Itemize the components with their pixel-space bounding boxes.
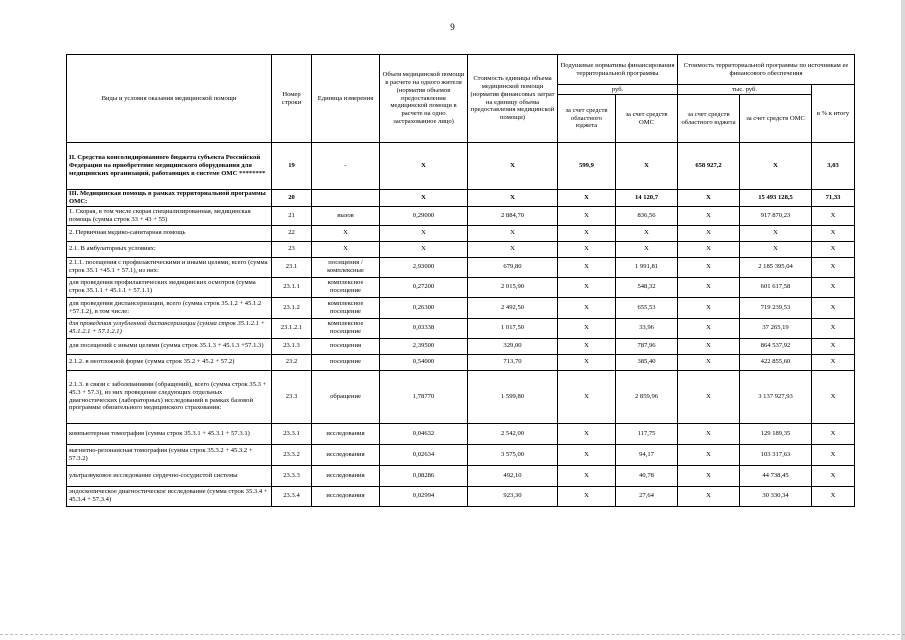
row-label: II. Средства консолидированного бюджета субъекта Российской Федерации на приобретение медицинского оборудования для медицинских организаций, работающих в системе ОМС ******** (67, 143, 272, 190)
cell-tot-budget: 658 927,2 (678, 143, 740, 190)
cell-vol: X (380, 241, 468, 257)
header-row-number: Номер строки (272, 55, 312, 143)
header-thous-rub: тыс. руб. (678, 85, 812, 95)
cell-cost: 1 599,80 (468, 370, 558, 423)
cell-pc-oms: X (616, 225, 678, 241)
cell-num: 23 (272, 241, 312, 257)
cell-pc-oms: 14 120,7 (616, 190, 678, 207)
cell-tot-budget: X (678, 486, 740, 506)
cell-pc-budget: X (558, 318, 616, 338)
cell-tot-oms: 719 239,53 (740, 297, 812, 318)
cell-num: 23.3.3 (272, 465, 312, 486)
cell-num: 23.1.2 (272, 297, 312, 318)
cell-cost: X (468, 241, 558, 257)
cell-tot-budget: X (678, 225, 740, 241)
cell-pc-budget: X (558, 190, 616, 207)
cell-vol: X (380, 190, 468, 207)
cell-pc-budget: 599,9 (558, 143, 616, 190)
cell-pc-oms: X (616, 241, 678, 257)
cell-num: 23.3 (272, 370, 312, 423)
cell-tot-budget: X (678, 370, 740, 423)
header-kind: Виды и условия оказания медицинской помощи (67, 55, 272, 143)
row-label: 2.1.3. в связи с заболеваниями (обращений), всего (сумма строк 35.3 + 45.3 + 57.3), из них проведение следующих отдельных диагностических (лабораторных) исследований в рамках базовой программы обязательного медицинского страхования: (67, 370, 272, 423)
cell-tot-budget: X (678, 257, 740, 277)
cell-pc-budget: X (558, 354, 616, 370)
cell-vol: 0,04632 (380, 423, 468, 444)
header-unit: Единица измерения (312, 55, 380, 143)
header-per-capita: Подушевые нормативы финансирования территориальной программы (558, 55, 678, 85)
cell-num: 23.3.1 (272, 423, 312, 444)
row-label: 2.1. В амбулаторных условиях: (67, 241, 272, 257)
cell-tot-oms: 422 855,60 (740, 354, 812, 370)
row-label: 2.1.1. посещения с профилактическими и иными целями, всего (сумма строк 35.1 +45.1 + 57.1), из них: (67, 257, 272, 277)
cell-num: 23.1.1 (272, 277, 312, 297)
cell-cost: X (468, 190, 558, 207)
cell-cost: 3 575,00 (468, 444, 558, 465)
table-row (67, 486, 855, 506)
cell-tot-oms: 15 493 128,5 (740, 190, 812, 207)
cell-vol: 2,93000 (380, 257, 468, 277)
cell-unit: посещения (312, 338, 380, 354)
cell-cost: 2 015,90 (468, 277, 558, 297)
cell-pct: X (812, 241, 855, 257)
cell-tot-oms: 103 317,63 (740, 444, 812, 465)
cell-unit: посещение (312, 354, 380, 370)
cell-vol: 0,26300 (380, 297, 468, 318)
cell-tot-budget: X (678, 338, 740, 354)
cell-pc-budget: X (558, 444, 616, 465)
cell-pc-budget: X (558, 297, 616, 318)
cell-pct: X (812, 370, 855, 423)
table-row (67, 338, 855, 354)
row-label: для проведения профилактических медицинских осмотров (сумма строк 35.1.1 + 45.1.1 + 57.1.1) (67, 277, 272, 297)
cell-unit: комплексное посещение (312, 277, 380, 297)
row-label: эндоскопическое диагностическое исследование (сумма строк 35.3.4 + 45.3.4 + 57.3.4) (67, 486, 272, 506)
cell-pc-oms: X (616, 143, 678, 190)
header-rub: руб. (558, 85, 678, 95)
cell-pc-oms: 548,32 (616, 277, 678, 297)
cell-unit: вызов (312, 206, 380, 225)
cell-num: 21 (272, 206, 312, 225)
table-row (67, 241, 855, 257)
row-label: для проведения диспансеризации, всего (сумма строк 35.1.2 + 45.1.2 +57.1.2), в том числе: (67, 297, 272, 318)
cell-pc-budget: X (558, 465, 616, 486)
cell-pc-budget: X (558, 206, 616, 225)
cell-pc-oms: 836,56 (616, 206, 678, 225)
page-number: 9 (450, 22, 455, 32)
cell-pct: X (812, 277, 855, 297)
cell-vol: 0,08286 (380, 465, 468, 486)
cell-num: 19 (272, 143, 312, 190)
cell-pct: X (812, 297, 855, 318)
cell-vol: X (380, 143, 468, 190)
cell-pc-budget: X (558, 423, 616, 444)
cell-tot-oms: X (740, 241, 812, 257)
cell-unit: X (312, 241, 380, 257)
cell-tot-oms: 601 617,58 (740, 277, 812, 297)
header-tot-oms: за счет средств ОМС (740, 95, 812, 143)
cell-pc-oms: 385,40 (616, 354, 678, 370)
cell-pc-budget: X (558, 241, 616, 257)
cell-pct: X (812, 318, 855, 338)
cell-tot-oms: 2 185 395,04 (740, 257, 812, 277)
cell-pc-oms: 33,96 (616, 318, 678, 338)
cell-tot-budget: X (678, 444, 740, 465)
cell-tot-oms: 30 330,34 (740, 486, 812, 506)
scan-edge (901, 0, 905, 640)
table-row (67, 190, 855, 207)
cell-unit: комплексное посещение (312, 318, 380, 338)
cell-unit (312, 190, 380, 207)
cell-pc-budget: X (558, 338, 616, 354)
cell-pc-budget: X (558, 225, 616, 241)
cell-cost: 713,70 (468, 354, 558, 370)
cell-cost: 923,30 (468, 486, 558, 506)
cell-vol: 0,02634 (380, 444, 468, 465)
cell-pc-budget: X (558, 370, 616, 423)
cell-pct: X (812, 423, 855, 444)
cell-tot-oms: 44 738,45 (740, 465, 812, 486)
cell-pc-oms: 40,78 (616, 465, 678, 486)
header-volume: Объем медицинской помощи в расчете на одного жителя (норматив объемов предоставления медицинской помощи в расчете на одно застрахованное лицо) (380, 55, 468, 143)
cell-tot-oms: 37 265,19 (740, 318, 812, 338)
cell-num: 23.3.2 (272, 444, 312, 465)
cell-unit: исследования (312, 465, 380, 486)
cell-pct: X (812, 225, 855, 241)
row-label: для посещений с иными целями (сумма строк 35.1.3 + 45.1.3 +57.1.3) (67, 338, 272, 354)
cell-pc-oms: 117,75 (616, 423, 678, 444)
cell-cost: X (468, 225, 558, 241)
scan-line (0, 634, 905, 636)
cell-vol: 0,29000 (380, 206, 468, 225)
cell-cost: 2 884,70 (468, 206, 558, 225)
cell-num: 23.2 (272, 354, 312, 370)
row-label: компьютерная томография (сумма строк 35.3.1 + 45.3.1 + 57.3.1) (67, 423, 272, 444)
cell-vol: 0,03338 (380, 318, 468, 338)
cell-cost: 492,10 (468, 465, 558, 486)
cell-num: 23.3.4 (272, 486, 312, 506)
row-label: для проведения углубленной диспансеризации (сумма строк 35.1.2.1 + 45.1.2.1 + 57.1.2.1) (67, 318, 272, 338)
cell-vol: 0,54000 (380, 354, 468, 370)
table-row (67, 318, 855, 338)
cell-cost: 329,00 (468, 338, 558, 354)
territorial-program-table (66, 54, 855, 507)
cell-vol: 0,27200 (380, 277, 468, 297)
row-label: ультразвуковое исследование сердечно-сосудистой системы (67, 465, 272, 486)
cell-tot-budget: X (678, 465, 740, 486)
cell-tot-oms: X (740, 143, 812, 190)
table-row (67, 206, 855, 225)
table-row (67, 444, 855, 465)
cell-pct: X (812, 257, 855, 277)
cell-unit: исследования (312, 444, 380, 465)
cell-num: 23.1.3 (272, 338, 312, 354)
table-row (67, 257, 855, 277)
cell-pct: X (812, 354, 855, 370)
cell-tot-oms: 129 189,35 (740, 423, 812, 444)
cell-pct: X (812, 206, 855, 225)
table-row (67, 143, 855, 190)
cell-pc-oms: 655,53 (616, 297, 678, 318)
cell-unit: исследования (312, 423, 380, 444)
cell-tot-budget: X (678, 318, 740, 338)
header-pc-oms: за счет средств ОМС (616, 95, 678, 143)
row-label: 1. Скорая, в том числе скорая специализированная, медицинская помощь (сумма строк 33 + 43 + 55) (67, 206, 272, 225)
header-tot-budget: за счет средств областного юджета (678, 95, 740, 143)
cell-tot-budget: X (678, 190, 740, 207)
table-row (67, 370, 855, 423)
cell-tot-oms: X (740, 225, 812, 241)
cell-pct: 3,03 (812, 143, 855, 190)
cell-pc-oms: 787,96 (616, 338, 678, 354)
cell-unit: X (312, 225, 380, 241)
cell-unit: исследования (312, 486, 380, 506)
cell-cost: 2 492,50 (468, 297, 558, 318)
cell-pc-oms: 2 859,96 (616, 370, 678, 423)
cell-pct: X (812, 465, 855, 486)
table-row (67, 225, 855, 241)
cell-pc-budget: X (558, 277, 616, 297)
cell-pc-oms: 27,64 (616, 486, 678, 506)
row-label: магнитно-резонансная томография (сумма строк 35.3.2 + 45.3.2 + 57.3.2) (67, 444, 272, 465)
header-percent: в % к итогу (812, 85, 855, 143)
cell-pc-budget: X (558, 257, 616, 277)
cell-tot-budget: X (678, 297, 740, 318)
cell-cost: 679,80 (468, 257, 558, 277)
table-row (67, 277, 855, 297)
cell-tot-budget: X (678, 241, 740, 257)
cell-unit: - (312, 143, 380, 190)
row-label: 2. Первичная медико-санитарная помощь (67, 225, 272, 241)
cell-tot-budget: X (678, 206, 740, 225)
cell-tot-budget: X (678, 423, 740, 444)
table-row (67, 297, 855, 318)
table-row (67, 423, 855, 444)
cell-tot-oms: 3 137 927,93 (740, 370, 812, 423)
cell-cost: X (468, 143, 558, 190)
cell-unit: обращение (312, 370, 380, 423)
cell-vol: 1,78770 (380, 370, 468, 423)
cell-vol: 2,39500 (380, 338, 468, 354)
cell-pct: X (812, 444, 855, 465)
header-unit-cost: Стоимость единицы объема медицинской помощи (норматив финансовых затрат на единицу объема предоставления медицинской помощи) (468, 55, 558, 143)
cell-unit: комплексное посещение (312, 297, 380, 318)
row-label: 2.1.2. в неотложной форме (сумма строк 35.2 + 45.2 + 57.2) (67, 354, 272, 370)
cell-cost: 1 017,50 (468, 318, 558, 338)
cell-tot-budget: X (678, 354, 740, 370)
table-row (67, 465, 855, 486)
cell-pc-oms: 94,17 (616, 444, 678, 465)
cell-num: 23.1 (272, 257, 312, 277)
cell-pct: X (812, 338, 855, 354)
cell-pct: 71,33 (812, 190, 855, 207)
row-label: III. Медицинская помощь в рамках территориальной программы ОМС: (67, 190, 272, 207)
cell-tot-oms: 864 537,92 (740, 338, 812, 354)
table-row (67, 354, 855, 370)
cell-pct: X (812, 486, 855, 506)
cell-cost: 2 542,00 (468, 423, 558, 444)
header-pc-budget: за счет средств областного юджета (558, 95, 616, 143)
header-program-cost: Стоимость территориальной программы по источникам ее финансового обеспечения (678, 55, 855, 85)
cell-vol: 0,02994 (380, 486, 468, 506)
cell-tot-oms: 917 870,23 (740, 206, 812, 225)
cell-pc-oms: 1 991,81 (616, 257, 678, 277)
cell-pc-budget: X (558, 486, 616, 506)
cell-unit: посещения / комплексные (312, 257, 380, 277)
cell-tot-budget: X (678, 277, 740, 297)
cell-num: 22 (272, 225, 312, 241)
cell-num: 23.1.2.1 (272, 318, 312, 338)
cell-vol: X (380, 225, 468, 241)
cell-num: 20 (272, 190, 312, 207)
